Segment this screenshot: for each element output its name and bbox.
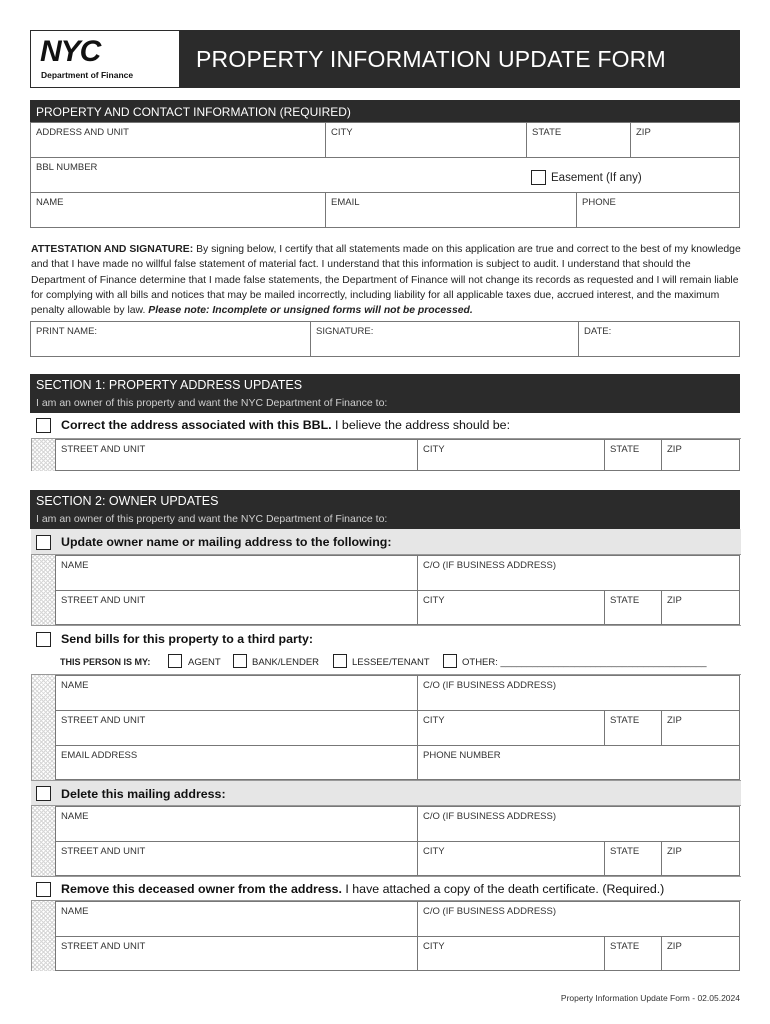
address-and-unit-label: ADDRESS AND UNIT (36, 127, 129, 138)
delete-mailing-text: Delete this mailing address: (61, 787, 226, 801)
section1-header (30, 374, 740, 413)
bbl-number-label: BBL NUMBER (36, 162, 98, 173)
phone-label: PHONE (582, 197, 616, 208)
opt1-name-field[interactable] (56, 556, 418, 591)
opt2-street-label: STREET AND UNIT (61, 715, 146, 726)
attestation-text (31, 242, 743, 318)
form-footer: Property Information Update Form - 02.05.2024 (560, 993, 740, 1003)
opt3-indent (31, 806, 55, 876)
opt1-street-field[interactable] (56, 591, 418, 625)
s1-state-label: STATE (610, 444, 640, 455)
opt1-grid (55, 555, 740, 625)
opt4-co-label: C/O (IF BUSINESS ADDRESS) (423, 906, 557, 917)
deceased-owner-label (61, 882, 664, 896)
section1-option-row (31, 413, 741, 439)
update-owner-row (31, 529, 741, 555)
nyc-dof-logo (30, 30, 180, 88)
form-header (30, 30, 740, 88)
opt2-state-label: STATE (610, 715, 640, 726)
opt2-city-field[interactable] (418, 711, 605, 746)
opt2-indent (31, 675, 55, 780)
opt1-zip-field[interactable] (662, 591, 740, 625)
delete-mailing-row (31, 780, 741, 806)
opt3-co-field[interactable] (418, 807, 740, 842)
opt1-street-label: STREET AND UNIT (61, 595, 146, 606)
date-field[interactable] (579, 322, 740, 357)
print-name-field[interactable] (31, 322, 311, 357)
section1-indent (31, 439, 55, 471)
attestation-heading: ATTESTATION AND SIGNATURE: (31, 244, 194, 255)
opt3-grid (55, 806, 740, 876)
s1-state-field[interactable] (605, 440, 662, 471)
opt2-grid (55, 675, 740, 780)
opt1-zip-label: ZIP (667, 595, 682, 606)
correct-address-label (61, 418, 510, 432)
form-title: PROPERTY INFORMATION UPDATE FORM (196, 46, 666, 72)
deceased-owner-row (31, 876, 741, 901)
opt4-state-label: STATE (610, 941, 640, 952)
easement-checkbox[interactable] (531, 170, 546, 185)
opt2-state-field[interactable] (605, 711, 662, 746)
opt1-city-label: CITY (423, 595, 445, 606)
opt2-name-field[interactable] (56, 676, 418, 711)
property-contact-title: PROPERTY AND CONTACT INFORMATION (REQUIRED) (36, 105, 351, 119)
zip-label: ZIP (636, 127, 651, 138)
logo-dof-text: Department of Finance (41, 70, 134, 80)
opt2-city-label: CITY (423, 715, 445, 726)
opt4-name-field[interactable] (56, 902, 418, 937)
opt4-indent (31, 901, 55, 971)
logo-nyc-text: NYC (40, 35, 101, 68)
opt3-name-field[interactable] (56, 807, 418, 842)
agent-checkbox[interactable] (168, 654, 182, 668)
lessee-tenant-checkbox[interactable] (333, 654, 347, 668)
deceased-owner-checkbox[interactable] (36, 882, 51, 897)
section1-grid (55, 439, 740, 471)
opt3-zip-field[interactable] (662, 842, 740, 876)
opt2-co-label: C/O (IF BUSINESS ADDRESS) (423, 680, 557, 691)
zip-field[interactable] (631, 123, 740, 158)
deceased-owner-bold: Remove this deceased owner from the address. (61, 882, 342, 896)
opt2-co-field[interactable] (418, 676, 740, 711)
opt4-city-field[interactable] (418, 937, 605, 971)
date-label: DATE: (584, 326, 612, 337)
section1-title: SECTION 1: PROPERTY ADDRESS UPDATES (36, 378, 303, 392)
s1-zip-field[interactable] (662, 440, 740, 471)
opt1-co-field[interactable] (418, 556, 740, 591)
property-contact-grid (30, 122, 740, 228)
bank-lender-label: BANK/LENDER (252, 657, 320, 668)
opt1-indent (31, 555, 55, 625)
correct-address-bold: Correct the address associated with this BBL. (61, 418, 332, 432)
opt4-zip-label: ZIP (667, 941, 682, 952)
phone-field[interactable] (577, 193, 740, 228)
signature-grid (30, 321, 740, 357)
opt2-zip-label: ZIP (667, 715, 682, 726)
opt4-zip-field[interactable] (662, 937, 740, 971)
opt1-name-label: NAME (61, 560, 89, 571)
other-label[interactable]: OTHER: _______________________________________ (462, 657, 707, 668)
update-owner-text: Update owner name or mailing address to the following: (61, 535, 392, 549)
s1-city-field[interactable] (418, 440, 605, 471)
opt2-name-label: NAME (61, 680, 89, 691)
attestation-body: By signing below, I certify that all statements made on this application are true and correct to the best of my knowledge and that I have made no willful false statement of material fact. I understand that this information is subject to audit. I understand that should the Department of Finance determine that I made false statements, the Department of Finance will not change its records as requested and I will remain liable for complying with all bills and notices that may be mailed incorrectly, including liability for all applicable taxes due, accrued interest, and the maximum penalty allowable by law. (31, 244, 741, 317)
attestation-note: Please note: Incomplete or unsigned forms will not be processed. (148, 305, 473, 317)
third-party-text: Send bills for this property to a third party: (61, 632, 313, 646)
property-contact-header (30, 100, 740, 122)
opt2-street-field[interactable] (56, 711, 418, 746)
section1-subtitle: I am an owner of this property and want the NYC Department of Finance to: (36, 397, 388, 409)
address-and-unit-field[interactable] (31, 123, 326, 158)
opt4-state-field[interactable] (605, 937, 662, 971)
s1-city-label: CITY (423, 444, 445, 455)
opt1-state-label: STATE (610, 595, 640, 606)
print-name-label: PRINT NAME: (36, 326, 98, 337)
agent-label: AGENT (188, 657, 221, 668)
easement-label: Easement (If any) (551, 172, 642, 184)
name-label: NAME (36, 197, 64, 208)
lessee-tenant-label: LESSEE/TENANT (352, 657, 430, 668)
opt4-city-label: CITY (423, 941, 445, 952)
city-field[interactable] (326, 123, 527, 158)
email-label: EMAIL (331, 197, 360, 208)
signature-label: SIGNATURE: (316, 326, 374, 337)
opt3-co-label: C/O (IF BUSINESS ADDRESS) (423, 811, 557, 822)
opt4-co-field[interactable] (418, 902, 740, 937)
opt3-street-field[interactable] (56, 842, 418, 876)
opt1-co-label: C/O (IF BUSINESS ADDRESS) (423, 560, 557, 571)
opt4-street-field[interactable] (56, 937, 418, 971)
opt2-email-field[interactable] (56, 746, 418, 780)
opt4-street-label: STREET AND UNIT (61, 941, 146, 952)
other-checkbox[interactable] (443, 654, 457, 668)
email-field[interactable] (326, 193, 577, 228)
opt3-city-field[interactable] (418, 842, 605, 876)
signature-field[interactable] (311, 322, 579, 357)
s1-zip-label: ZIP (667, 444, 682, 455)
update-owner-checkbox[interactable] (36, 535, 51, 550)
correct-address-rest: I believe the address should be: (331, 418, 511, 432)
opt4-name-label: NAME (61, 906, 89, 917)
s1-street-label: STREET AND UNIT (61, 444, 146, 455)
opt3-name-label: NAME (61, 811, 89, 822)
third-party-checkbox[interactable] (36, 632, 51, 647)
opt2-zip-field[interactable] (662, 711, 740, 746)
opt3-street-label: STREET AND UNIT (61, 846, 146, 857)
city-label: CITY (331, 127, 353, 138)
opt3-state-field[interactable] (605, 842, 662, 876)
opt3-state-label: STATE (610, 846, 640, 857)
section2-title: SECTION 2: OWNER UPDATES (36, 494, 219, 508)
deceased-owner-rest: I have attached a copy of the death certificate. (Required.) (341, 882, 665, 896)
correct-address-checkbox[interactable] (36, 418, 51, 433)
opt2-phone-label: PHONE NUMBER (423, 750, 501, 761)
bbl-number-field[interactable] (31, 158, 740, 193)
section2-header (30, 490, 740, 529)
opt2-phone-field[interactable] (418, 746, 740, 780)
opt1-state-field[interactable] (605, 591, 662, 625)
opt4-grid (55, 901, 740, 971)
update-owner-label (61, 535, 391, 549)
opt3-zip-label: ZIP (667, 846, 682, 857)
s1-street-field[interactable] (56, 440, 418, 471)
section2-subtitle: I am an owner of this property and want the NYC Department of Finance to: (36, 513, 388, 525)
opt1-city-field[interactable] (418, 591, 605, 625)
third-party-label (61, 632, 313, 646)
state-field[interactable] (527, 123, 631, 158)
opt2-email-label: EMAIL ADDRESS (61, 750, 138, 761)
opt3-city-label: CITY (423, 846, 445, 857)
state-label: STATE (532, 127, 562, 138)
bank-lender-checkbox[interactable] (233, 654, 247, 668)
name-field[interactable] (31, 193, 326, 228)
person-is-my-label: THIS PERSON IS MY: (60, 657, 151, 667)
delete-mailing-checkbox[interactable] (36, 786, 51, 801)
delete-mailing-label (61, 787, 226, 801)
